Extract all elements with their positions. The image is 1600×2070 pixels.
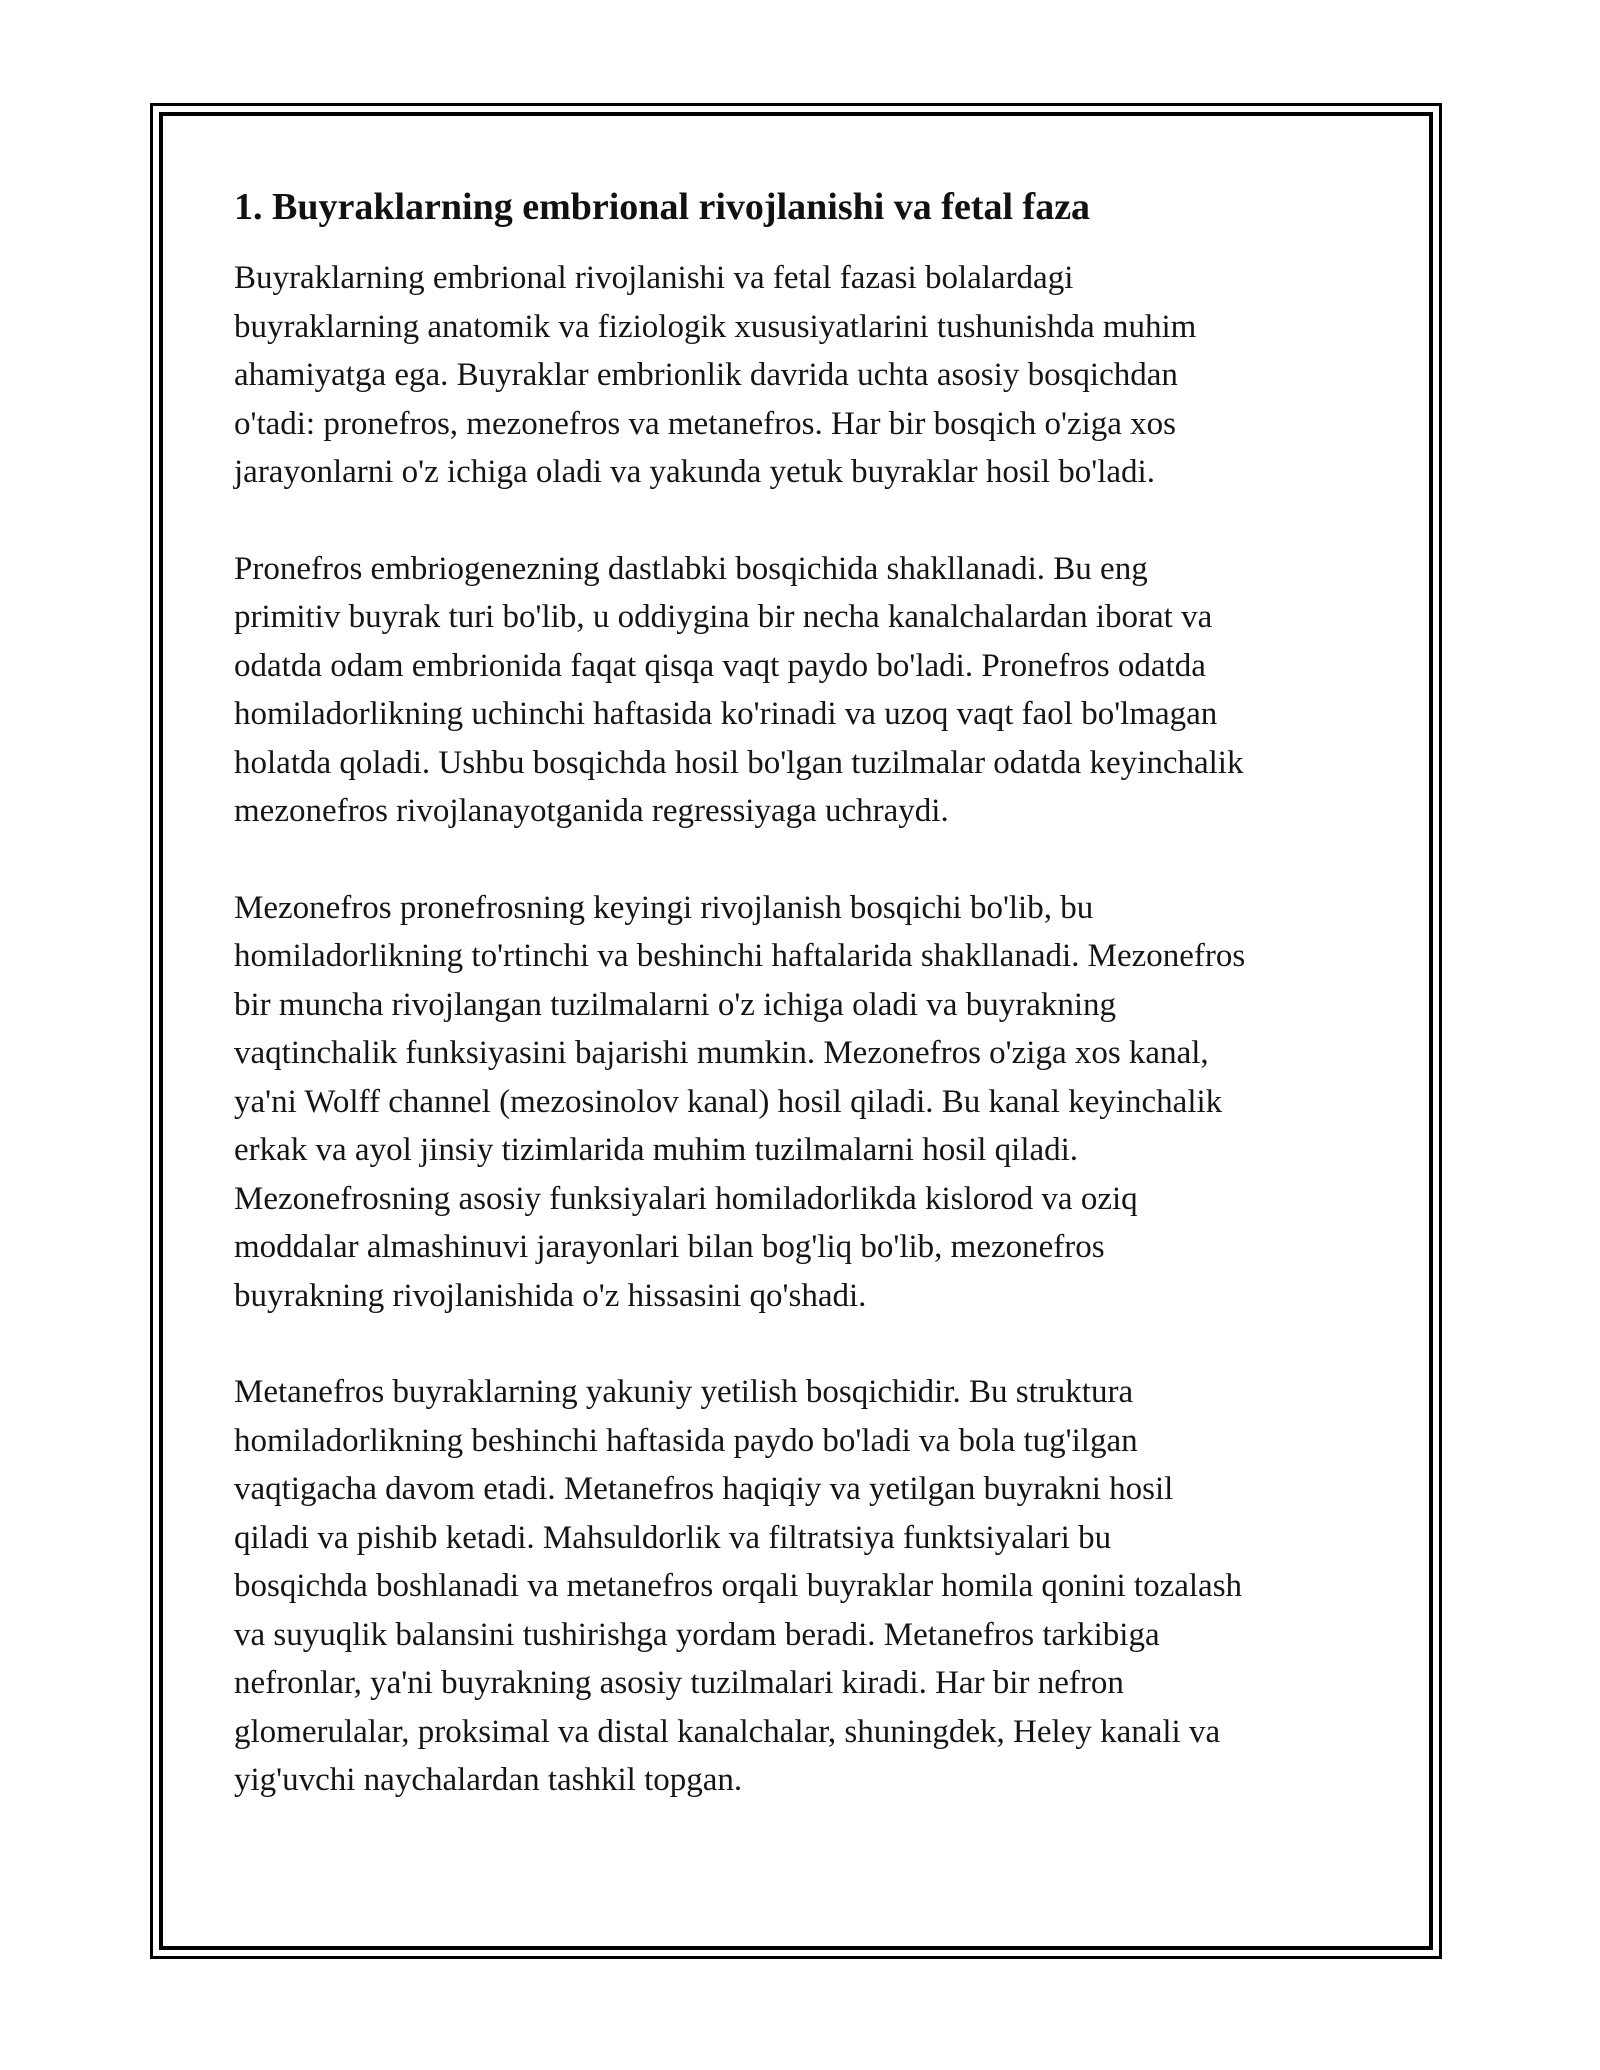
paragraph-line: bir muncha rivojlangan tuzilmalarni o'z ichiga oladi va buyrakning bbox=[234, 986, 1117, 1023]
paragraph-intro bbox=[234, 254, 1364, 497]
paragraph-line: Mezonefros pronefrosning keyingi rivojlanish bosqichi bo'lib, bu bbox=[234, 889, 1094, 926]
paragraph-line: nefronlar, ya'ni buyrakning asosiy tuzilmalari kiradi. Har bir nefron bbox=[234, 1665, 1124, 1701]
paragraph-metanefros bbox=[234, 1368, 1364, 1805]
document-body bbox=[234, 184, 1364, 1853]
paragraph-line: o'tadi: pronefros, mezonefros va metanefros. Har bir bosqich o'ziga xos bbox=[234, 405, 1177, 442]
paragraph-line: Buyraklarning embrional rivojlanishi va fetal fazasi bolalardagi bbox=[234, 260, 1074, 296]
paragraph-line: primitiv buyrak turi bo'lib, u oddiygina bir necha kanalchalardan iborat va bbox=[234, 599, 1213, 635]
paragraph-line: Mezonefrosning asosiy funksiyalari homiladorlikda kislorod va oziq bbox=[234, 1180, 1138, 1217]
paragraph-line: mezonefros rivojlanayotganida regressiyaga uchraydi. bbox=[234, 793, 949, 829]
paragraph-line: homiladorlikning beshinchi haftasida paydo bo'ladi va bola tug'ilgan bbox=[234, 1422, 1138, 1459]
paragraph-line: ahamiyatga ega. Buyraklar embrionlik davrida uchta asosiy bosqichdan bbox=[234, 357, 1178, 393]
paragraph-line: glomerulalar, proksimal va distal kanalchalar, shuningdek, Heley kanali va bbox=[234, 1713, 1221, 1750]
paragraph-line: Metanefros buyraklarning yakuniy yetilish bosqichidir. Bu struktura bbox=[234, 1374, 1134, 1410]
paragraph-line: odatda odam embrionida faqat qisqa vaqt paydo bo'ladi. Pronefros odatda bbox=[234, 647, 1206, 684]
paragraph-line: homiladorlikning uchinchi haftasida ko'rinadi va uzoq vaqt faol bo'lmagan bbox=[234, 696, 1218, 732]
paragraph-line: ya'ni Wolff channel (mezosinolov kanal) hosil qiladi. Bu kanal keyinchalik bbox=[234, 1083, 1223, 1120]
paragraph-line: homiladorlikning to'rtinchi va beshinchi haftalarida shakllanadi. Mezonefros bbox=[234, 938, 1246, 974]
paragraph-line: yig'uvchi naychalardan tashkil topgan. bbox=[234, 1762, 743, 1798]
paragraph-line: bosqichda boshlanadi va metanefros orqali buyraklar homila qonini tozalash bbox=[234, 1568, 1243, 1604]
paragraph-line: buyraklarning anatomik va fiziologik xususiyatlarini tushunishda muhim bbox=[234, 308, 1197, 345]
paragraph-line: jarayonlarni o'z ichiga oladi va yakunda yetuk buyraklar hosil bo'ladi. bbox=[234, 454, 1155, 490]
paragraph-line: erkak va ayol jinsiy tizimlarida muhim tuzilmalarni hosil qiladi. bbox=[234, 1132, 1079, 1168]
paragraph-line: va suyuqlik balansini tushirishga yordam beradi. Metanefros tarkibiga bbox=[234, 1616, 1160, 1653]
paragraph-line: vaqtinchalik funksiyasini bajarishi mumkin. Mezonefros o'ziga xos kanal, bbox=[234, 1035, 1209, 1071]
paragraph-pronefros bbox=[234, 545, 1364, 836]
paragraph-line: moddalar almashinuvi jarayonlari bilan bog'liq bo'lib, mezonefros bbox=[234, 1229, 1105, 1265]
paragraph-line: holatda qoladi. Ushbu bosqichda hosil bo'lgan tuzilmalar odatda keyinchalik bbox=[234, 744, 1244, 781]
paragraph-line: Pronefros embriogenezning dastlabki bosqichida shakllanadi. Bu eng bbox=[234, 550, 1148, 587]
paragraph-line: qiladi va pishib ketadi. Mahsuldorlik va filtratsiya funktsiyalari bu bbox=[234, 1519, 1112, 1556]
paragraph-mezonefros bbox=[234, 884, 1364, 1321]
paragraph-line: vaqtigacha davom etadi. Metanefros haqiqiy va yetilgan buyrakni hosil bbox=[234, 1471, 1174, 1507]
section-title: 1. Buyraklarning embrional rivojlanishi va fetal faza bbox=[234, 186, 1091, 228]
paragraph-line: buyrakning rivojlanishida o'z hissasini qo'shadi. bbox=[234, 1277, 867, 1314]
